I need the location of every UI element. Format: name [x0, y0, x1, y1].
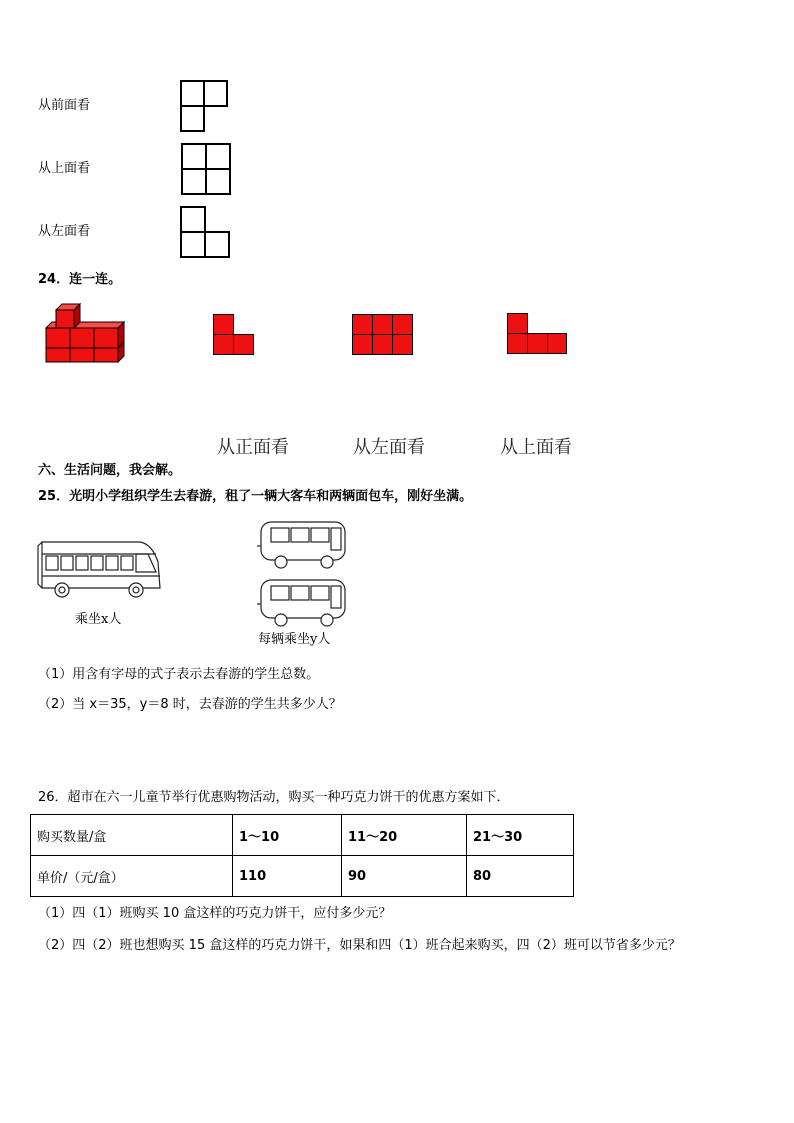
- bus-illustration: [36, 532, 166, 612]
- q26-title: 26．超市在六一儿童节举行优惠购物活动，购买一种巧克力饼干的优惠方案如下．: [38, 790, 510, 805]
- red-block-3d-figure: [44, 302, 134, 364]
- view-label-left-q24: 从左面看: [353, 437, 425, 458]
- table-cell: 购买数量/盒: [31, 815, 233, 856]
- table-cell: 11～20: [342, 815, 467, 856]
- red-l-shape-wide: [507, 313, 571, 355]
- q26-sub2: （2）四（2）班也想购买 15 盒这样的巧克力饼干，如果和四（1）班合起来购买，四（2）班可以节省多少元？: [38, 938, 681, 953]
- table-cell: 21～30: [467, 815, 574, 856]
- table-cell: 110: [233, 856, 342, 897]
- red-rectangle-2x3: [352, 314, 414, 356]
- view-label-top-q24: 从上面看: [500, 437, 572, 458]
- table-row: [31, 856, 574, 897]
- q25-sub1: （1）用含有字母的式子表示去春游的学生总数。: [38, 667, 320, 682]
- table-row: [31, 815, 574, 856]
- van-illustration-2: [255, 576, 351, 630]
- q25-sub2: （2）当 x＝35，y＝8 时，去春游的学生共多少人？: [38, 697, 342, 712]
- van-caption: 每辆乘坐y人: [258, 632, 331, 647]
- view-label-left: 从左面看: [38, 224, 91, 239]
- front-view-grid: [180, 80, 230, 136]
- left-view-grid: [180, 206, 232, 262]
- table-cell: 1～10: [233, 815, 342, 856]
- table-cell: 90: [342, 856, 467, 897]
- bus-caption: 乘坐x人: [75, 612, 122, 627]
- section-title: 六、生活问题，我会解。: [38, 463, 182, 478]
- top-view-grid: [181, 143, 233, 199]
- q26-sub1: （1）四（1）班购买 10 盒这样的巧克力饼干，应付多少元？: [38, 906, 392, 921]
- red-l-shape-small: [213, 314, 257, 356]
- van-illustration-1: [255, 518, 351, 572]
- view-label-front-q24: 从正面看: [217, 437, 289, 458]
- q24-title: 24．连一连。: [38, 272, 122, 287]
- price-table: [30, 814, 574, 897]
- table-cell: 单价/（元/盒）: [31, 856, 233, 897]
- view-label-top: 从上面看: [38, 161, 91, 176]
- table-cell: 80: [467, 856, 574, 897]
- q25-title: 25．光明小学组织学生去春游，租了一辆大客车和两辆面包车，刚好坐满。: [38, 489, 473, 504]
- view-label-front: 从前面看: [38, 98, 91, 113]
